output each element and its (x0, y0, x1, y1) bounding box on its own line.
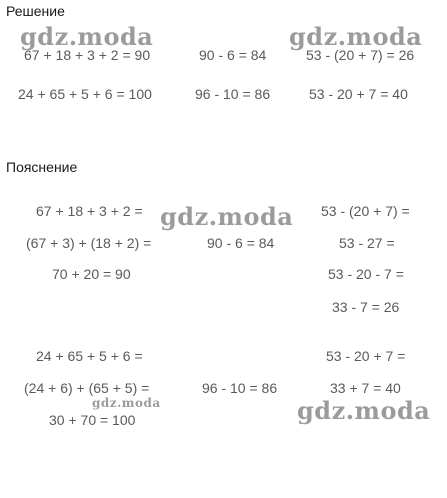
explanation-step: 24 + 65 + 5 + 6 = (36, 348, 143, 364)
solution-expression: 53 - 20 + 7 = 40 (309, 86, 408, 102)
explanation-step: 33 - 7 = 26 (332, 299, 400, 315)
explanation-step: 53 - 20 - 7 = (328, 266, 404, 282)
watermark-logo: gdz.moda (297, 396, 431, 425)
explanation-heading: Пояснение (6, 159, 78, 175)
watermark-logo: gdz.moda (20, 22, 154, 51)
solution-expression: 90 - 6 = 84 (199, 47, 267, 63)
explanation-step: 90 - 6 = 84 (207, 235, 275, 251)
solution-expression: 96 - 10 = 86 (195, 86, 271, 102)
solution-expression: 67 + 18 + 3 + 2 = 90 (24, 47, 151, 63)
explanation-step: 67 + 18 + 3 + 2 = (36, 203, 143, 219)
watermark-logo: gdz.moda (289, 22, 423, 51)
explanation-step: 53 - (20 + 7) = (321, 203, 410, 219)
explanation-step: 53 - 20 + 7 = (326, 348, 406, 364)
watermark-logo: gdz.moda (160, 202, 294, 231)
solution-expression: 24 + 65 + 5 + 6 = 100 (18, 86, 152, 102)
solution-heading: Решение (6, 3, 65, 19)
explanation-step: (67 + 3) + (18 + 2) = (26, 235, 152, 251)
explanation-step: 70 + 20 = 90 (52, 266, 131, 282)
explanation-step: (24 + 6) + (65 + 5) = (24, 380, 150, 396)
explanation-step: 33 + 7 = 40 (330, 380, 401, 396)
explanation-step: 30 + 70 = 100 (49, 412, 136, 428)
watermark-logo: gdz.moda (92, 396, 161, 410)
solution-expression: 53 - (20 + 7) = 26 (306, 47, 415, 63)
explanation-step: 96 - 10 = 86 (202, 380, 278, 396)
explanation-step: 53 - 27 = (339, 235, 395, 251)
